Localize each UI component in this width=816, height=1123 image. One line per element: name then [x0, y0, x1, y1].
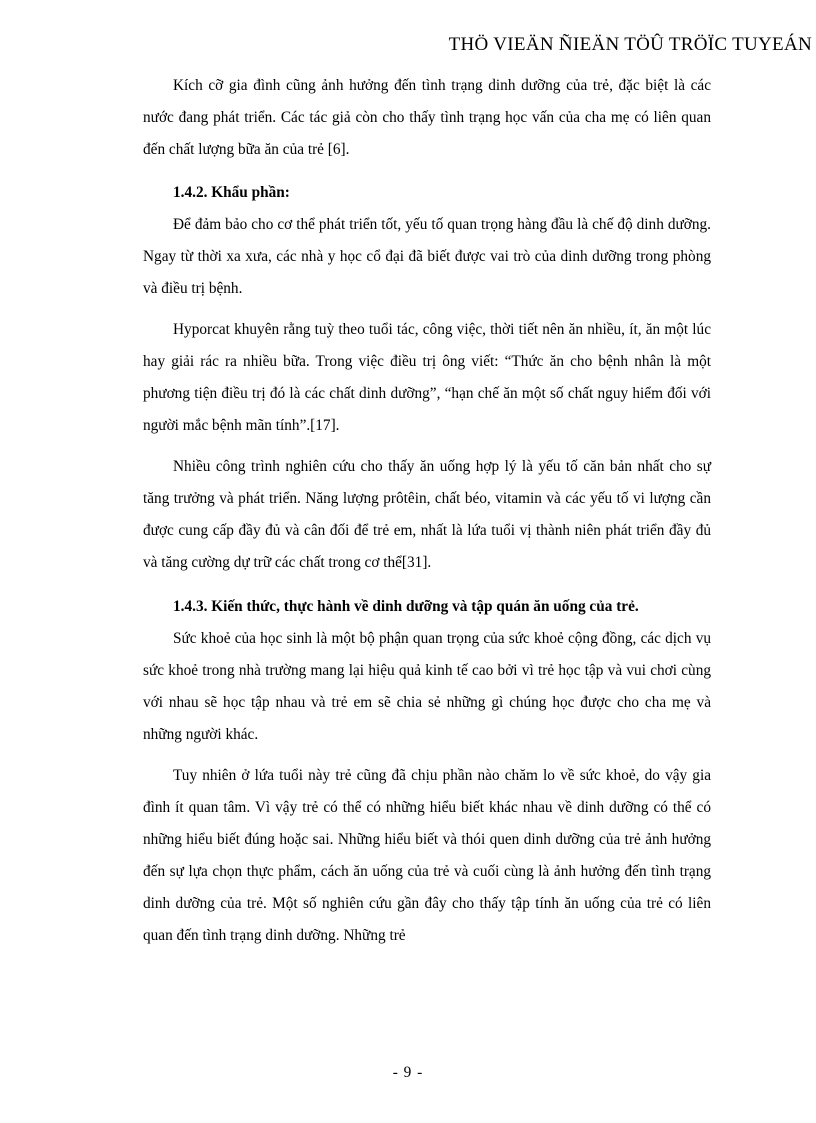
paragraph-nutrition-regime: Để đảm bảo cho cơ thể phát triển tốt, yếu tố quan trọng hàng đầu là chế độ dinh dưỡng. Ngay từ thời xa xưa, các nhà y học cổ đại đã biết được vai trò của dinh dưỡng trong phòng và điều trị bệnh. — [143, 216, 711, 297]
paragraph-student-health: Sức khoẻ của học sinh là một bộ phận quan trọng của sức khoẻ cộng đồng, các dịch vụ sức khoẻ trong nhà trường mang lại hiệu quả kinh tế cao bởi vì trẻ học tập và vui chơi cùng với nhau sẽ học tập nhau và trẻ em sẽ chia sẻ những gì chúng học được cho cha mẹ và những người khác. — [143, 630, 711, 743]
section-heading-1-4-3: 1.4.3. Kiến thức, thực hành về dinh dưỡng và tập quán ăn uống của trẻ. — [173, 598, 639, 615]
page-number: - 9 - — [392, 1064, 424, 1081]
paragraph-family-size: Kích cỡ gia đình cũng ảnh hưởng đến tình trạng dinh dưỡng của trẻ, đặc biệt là các nước đang phát triển. Các tác giả còn cho thấy tình trạng học vấn của cha mẹ có liên quan đến chất lượng bữa ăn của trẻ [6]. — [143, 77, 711, 158]
paragraph-rational-diet: Nhiều công trình nghiên cứu cho thấy ăn uống hợp lý là yếu tố căn bản nhất cho sự tăng trưởng và phát triển. Năng lượng prôtêin, chất béo, vitamin và các yếu tố vi lượng cần được cung cấp đầy đủ và cân đối để trẻ em, nhất là lứa tuổi vị thành niên phát triển đầy đủ và tăng cường dự trữ các chất trong cơ thể[31]. — [143, 458, 711, 571]
paragraph-family-attention: Tuy nhiên ở lứa tuổi này trẻ cũng đã chịu phần nào chăm lo về sức khoẻ, do vậy gia đình ít quan tâm. Vì vậy trẻ có thể có những hiểu biết khác nhau về dinh dưỡng có thể có những hiểu biết đúng hoặc sai. Những hiểu biết và thói quen dinh dưỡng của trẻ ảnh hưởng đến sự lựa chọn thực phẩm, cách ăn uống của trẻ và cuối cùng là ảnh hưởng đến tình trạng dinh dưỡng của trẻ. Một số nghiên cứu gần đây cho thấy tập tính ăn uống của trẻ có liên quan đến tình trạng dinh dưỡng. Những trẻ — [143, 767, 711, 944]
body-content — [143, 70, 711, 952]
library-header: THÖ VIEÄN ÑIEÄN TÖÛ TRÖÏC TUYEÁN — [448, 34, 812, 55]
section-heading-1-4-2: 1.4.2. Khẩu phần: — [173, 184, 290, 201]
paragraph-hyporcat: Hyporcat khuyên rằng tuỳ theo tuổi tác, công việc, thời tiết nên ăn nhiều, ít, ăn một lúc hay giải rác ra nhiều bữa. Trong việc điều trị ông viết: “Thức ăn cho bệnh nhân là một phương tiện điều trị đó là các chất dinh dưỡng”, “hạn chế ăn một số chất nguy hiểm đối với người mắc bệnh mãn tính”.[17]. — [143, 321, 711, 434]
